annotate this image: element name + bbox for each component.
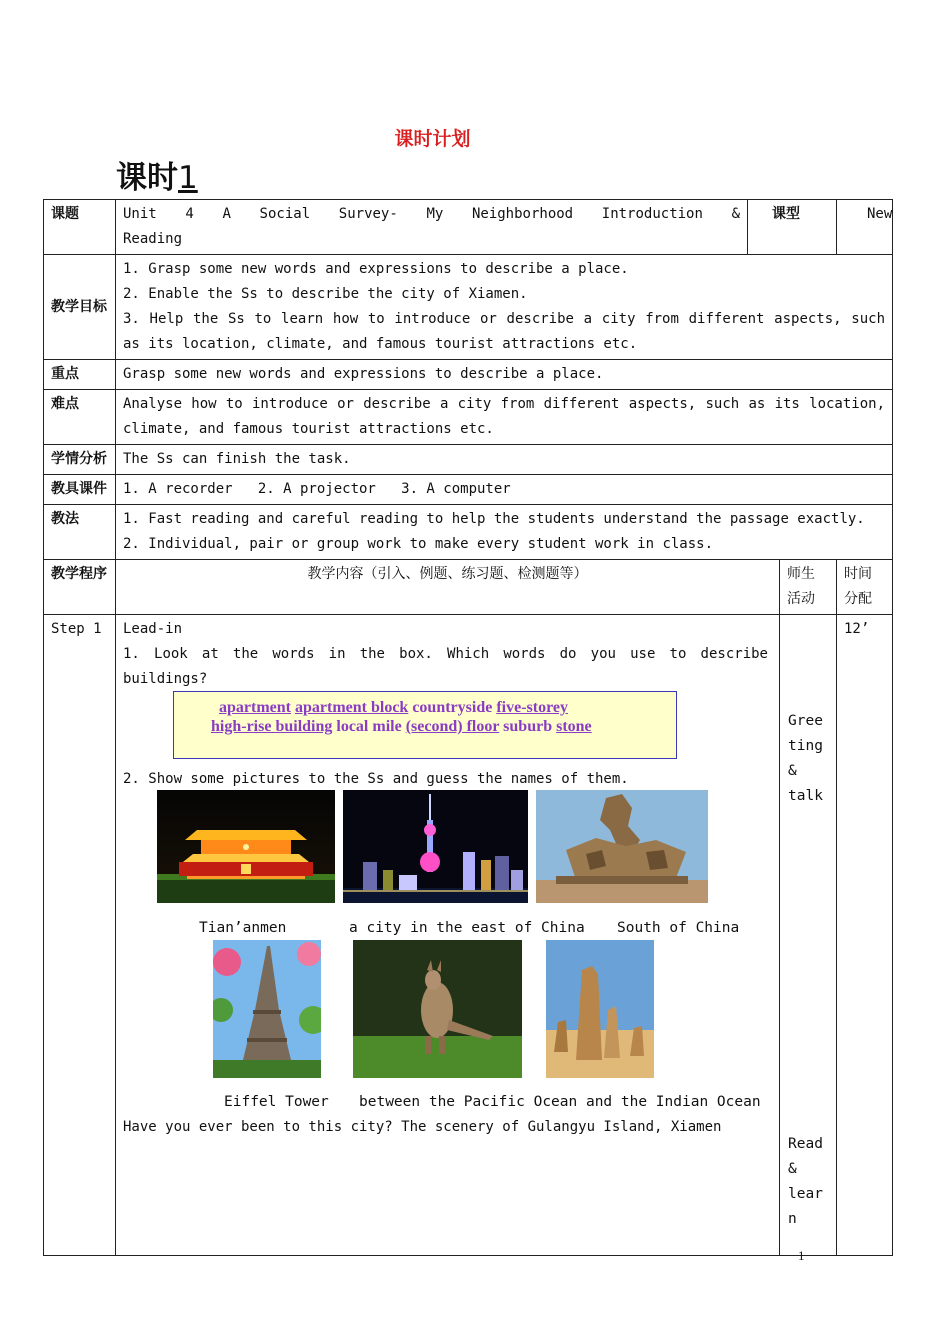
page-number: 1: [798, 1248, 805, 1263]
row-objectives: [44, 255, 893, 360]
vocabulary-line-1: [219, 698, 568, 717]
methods-line-1: 1. Fast reading and careful reading to help the students understand the passage exactly.: [123, 511, 865, 527]
difficulties-line-1: Analyse how to introduce or describe a city from different aspects, such as its location,: [123, 396, 885, 412]
activity-header-line-2: 活动: [787, 591, 815, 607]
activity-read-learn: [788, 1132, 832, 1232]
topic-line-1: Unit 4 A Social Survey- My Neighborhood Introduction &: [123, 206, 740, 222]
activity-header: [780, 560, 837, 615]
difficulties-value: [116, 390, 893, 445]
analysis-value: The Ss can finish the task.: [116, 445, 893, 475]
activity-read-l4: n: [788, 1211, 797, 1227]
type-value: New: [837, 200, 893, 255]
row-topic: [44, 200, 893, 255]
objective-3-cont: as its location, climate, and famous tourist attractions etc.: [123, 336, 638, 352]
word-local: local: [336, 718, 369, 735]
methods-value: [116, 505, 893, 560]
objective-2: 2. Enable the Ss to describe the city of Xiamen.: [123, 286, 528, 302]
step-1-time: 12’: [837, 615, 893, 1256]
row-key-points: [44, 360, 893, 390]
lesson-heading-text: 课时: [116, 160, 178, 196]
instruction-2: 2. Show some pictures to the Ss and guess the names of them.: [123, 771, 629, 787]
row-analysis: [44, 445, 893, 475]
tools-value: 1. A recorder 2. A projector 3. A computer: [116, 475, 893, 505]
caption-tiananmen: Tian’anmen: [199, 920, 287, 936]
row-step-1: [44, 615, 893, 1256]
word-mile: mile: [372, 718, 402, 735]
label-difficulties: 难点: [44, 390, 116, 445]
label-topic: 课题: [44, 200, 116, 255]
row-difficulties: [44, 390, 893, 445]
objective-3: 3. Help the Ss to learn how to introduce or describe a city from different aspects, such: [123, 311, 885, 327]
methods-line-2: 2. Individual, pair or group work to make every student work in class.: [123, 536, 714, 552]
closing-question: Have you ever been to this city? The scenery of Gulangyu Island, Xiamen: [123, 1119, 722, 1135]
key-points-value: Grasp some new words and expressions to describe a place.: [116, 360, 893, 390]
activity-greeting-l2: ting: [788, 738, 823, 754]
caption-east-china-city: a city in the east of China: [349, 920, 585, 936]
activity-header-line-1: 师生: [787, 566, 815, 582]
step-1-label: Step 1: [44, 615, 116, 1256]
objective-1: 1. Grasp some new words and expressions to describe a place.: [123, 261, 629, 277]
caption-eiffel-tower: Eiffel Tower: [224, 1094, 329, 1110]
label-key-points: 重点: [44, 360, 116, 390]
activity-read-l2: &: [788, 1161, 797, 1177]
activity-greeting-l1: Gree: [788, 713, 823, 729]
shanghai-picture: [343, 790, 528, 903]
vocabulary-box: [173, 691, 677, 759]
time-header-line-1: 时间: [844, 566, 872, 582]
topic-line-2: Reading: [123, 231, 183, 247]
caption-pacific-indian: between the Pacific Ocean and the Indian Ocean: [359, 1094, 761, 1110]
activity-read-l3: lear: [788, 1186, 823, 1202]
label-analysis: 学情分析: [44, 445, 116, 475]
vocabulary-line-2: [211, 717, 592, 736]
tiananmen-picture: [157, 790, 335, 903]
row-procedure-header: [44, 560, 893, 615]
document-title: 课时计划: [394, 128, 471, 150]
activity-greeting: [788, 709, 832, 809]
row-tools: [44, 475, 893, 505]
step-1-title: Lead-in: [123, 621, 183, 637]
label-objectives: 教学目标: [44, 255, 116, 360]
instruction-1-line-1: 1. Look at the words in the box. Which words do you use to describe: [123, 646, 768, 662]
topic-value: [116, 200, 748, 255]
difficulties-line-2: climate, and famous tourist attractions etc.: [123, 421, 494, 437]
eiffel-tower-picture: [213, 940, 321, 1078]
label-methods: 教法: [44, 505, 116, 560]
lesson-plan-table: [43, 199, 893, 1256]
instruction-1-line-2: buildings?: [123, 671, 208, 687]
label-type: 课型: [748, 200, 837, 255]
word-second-floor: (second) floor: [405, 718, 500, 735]
lesson-number: 1: [178, 160, 198, 196]
kangaroo-picture: [353, 940, 522, 1078]
label-tools: 教具课件: [44, 475, 116, 505]
word-high-rise-building: high-rise building: [211, 718, 333, 735]
caption-south-china: South of China: [617, 920, 740, 936]
step-1-content: [116, 615, 780, 1256]
time-header: [837, 560, 893, 615]
activity-greeting-l3: &: [788, 763, 797, 779]
word-five-storey: five-storey: [496, 699, 568, 716]
procedure-content-header: 教学内容（引入、例题、练习题、检测题等）: [116, 560, 780, 615]
pinnacles-picture: [546, 940, 654, 1078]
word-countryside: countryside: [412, 699, 493, 716]
goat-statue-picture: [536, 790, 708, 903]
step-1-activity: [780, 615, 837, 1256]
lesson-heading: [116, 152, 198, 197]
word-apartment-block: apartment block: [294, 699, 409, 716]
label-procedure: 教学程序: [44, 560, 116, 615]
word-suburb: suburb: [503, 718, 553, 735]
objectives-value: [116, 255, 893, 360]
row-methods: [44, 505, 893, 560]
activity-greeting-l4: talk: [788, 788, 823, 804]
word-stone: stone: [556, 718, 592, 735]
time-header-line-2: 分配: [844, 591, 872, 607]
activity-read-l1: Read: [788, 1136, 823, 1152]
word-apartment: apartment: [219, 699, 291, 716]
